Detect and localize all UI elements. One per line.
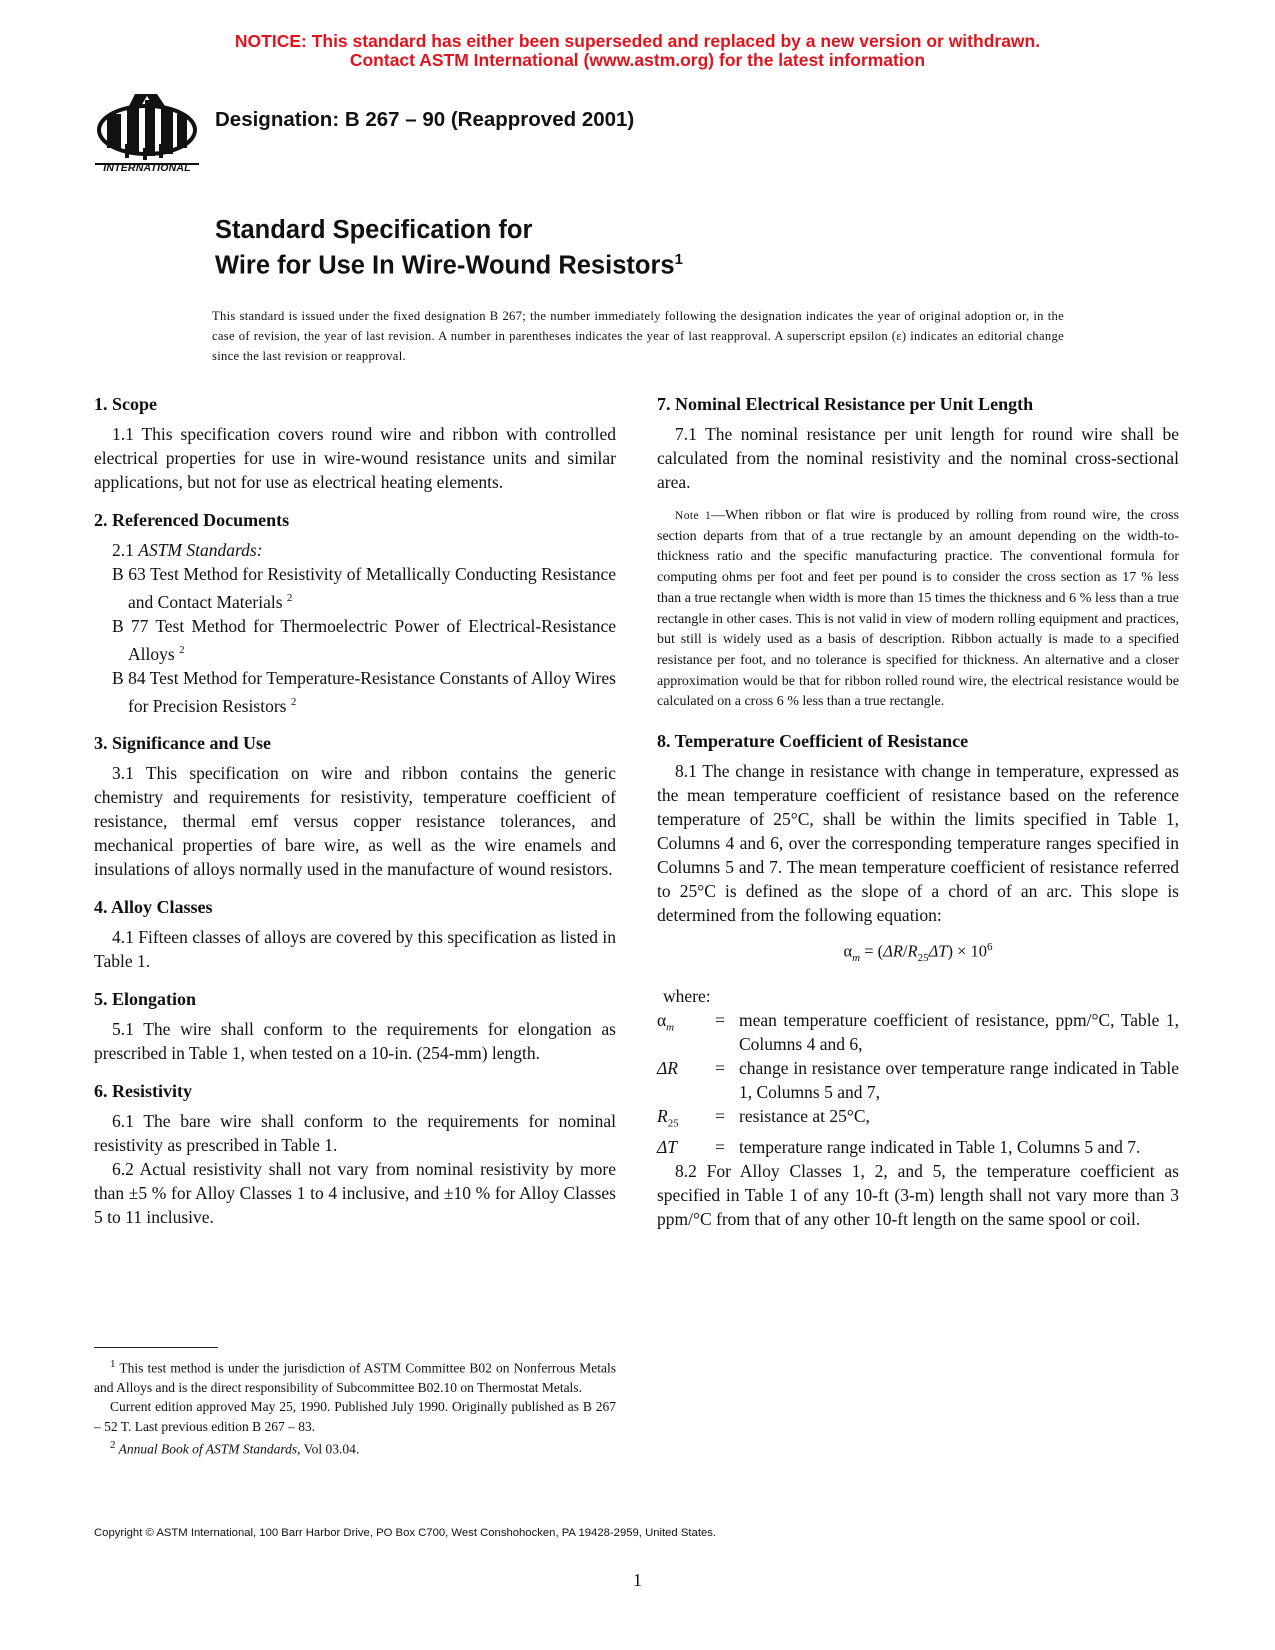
where-label: where:: [663, 985, 711, 1006]
designation: Designation: B 267 – 90 (Reapproved 2001): [215, 108, 635, 131]
symbol-sub: 25: [667, 1117, 679, 1130]
symbol-text: R: [657, 1105, 668, 1126]
note-label: Note 1: [675, 510, 712, 522]
left-column: [94, 392, 616, 1243]
title-line-1: Standard Specification for: [215, 216, 533, 244]
reference-item: [94, 666, 616, 718]
section-heading: 5. Elongation: [94, 989, 197, 1010]
eq-delta-t: ΔT: [928, 941, 948, 961]
footnote-1: [94, 1355, 616, 1397]
eq-slash: /: [902, 941, 908, 961]
title-line-2: [215, 245, 683, 281]
section-heading: 7. Nominal Electrical Resistance per Unit Length: [657, 394, 1034, 414]
page-number: 1: [633, 1570, 642, 1590]
section-referenced-documents: [94, 508, 616, 717]
reference-text: B 63 Test Method for Resistivity of Metallically Conducting Resistance and Contact Materials: [112, 564, 616, 612]
section-heading: 4. Alloy Classes: [94, 897, 213, 918]
subsection-2-1: [94, 538, 616, 562]
subsection-number: 2.1: [112, 540, 139, 560]
footnote-rule: [94, 1347, 218, 1348]
footnote-2-text: , Vol 03.04.: [297, 1441, 360, 1457]
title-line-2-text: Wire for Use In Wire-Wound Resistors: [215, 251, 675, 280]
section-alloy-classes: [94, 895, 616, 973]
paragraph-6-2: 6.2 Actual resistivity shall not vary from nominal resistivity by more than ±5 % for Alloy Classes 1 to 4 inclusive, and ±10 % for Alloy Classes 5 to 11 inclusive.: [94, 1159, 616, 1228]
reference-text: B 77 Test Method for Thermoelectric Power of Electrical-Resistance Alloys: [112, 615, 616, 664]
symbol-sub: m: [666, 1021, 675, 1034]
reference-text: B 84 Test Method for Temperature-Resistance Constants of Alloy Wires for Precision Resistors: [112, 667, 616, 716]
right-column: [657, 392, 1179, 1245]
definition-row: [657, 1008, 1179, 1056]
symbol-text: ΔR: [657, 1057, 678, 1078]
eq-alpha: α: [843, 941, 853, 961]
section-resistivity: [94, 1079, 616, 1229]
definition-symbol: [657, 1104, 715, 1136]
footnotes: [94, 1355, 616, 1459]
section-heading: 2. Referenced Documents: [94, 510, 290, 530]
note-1: [657, 506, 1179, 713]
eq-delta-r: ΔR: [883, 941, 903, 961]
eq-equals: = (: [860, 941, 884, 961]
title-footnote-mark: 1: [674, 251, 683, 268]
paragraph-3-1: 3.1 This specification on wire and ribbon contains the generic chemistry and requirements for resistivity, temperature coefficient of resistance, thermal emf versus copper resistance tolerances, and mechanical properties of bare wire, as well as the wire enamels and insulations of alloys normally used in the manufacture of wound resistors.: [94, 763, 616, 880]
paragraph-7-1: 7.1 The nominal resistance per unit length for round wire shall be calculated from the nominal resistivity and the nominal cross-sectional area.: [657, 424, 1179, 492]
section-heading: 8. Temperature Coefficient of Resistance: [657, 731, 969, 752]
definition-equals: =: [715, 1009, 725, 1030]
symbol-text: α: [657, 1009, 667, 1030]
definition-symbol: [657, 1135, 715, 1159]
reference-footnote-mark: 2: [179, 643, 185, 656]
definition-equals: =: [715, 1105, 725, 1126]
definition-text: mean temperature coefficient of resistance, ppm/°C, Table 1, Columns 4 and 6,: [739, 1009, 1179, 1054]
astm-logo: [95, 86, 199, 182]
section-scope: [94, 392, 616, 494]
notice-line-1: NOTICE: This standard has either been superseded and replaced by a new version or withdrawn.: [234, 31, 1041, 51]
copyright: Copyright © ASTM International, 100 Barr Harbor Drive, PO Box C700, West Conshohocken, PA 19428-2959, United States.: [94, 1527, 717, 1539]
eq-alpha-sub: m: [852, 951, 861, 964]
section-elongation: [94, 987, 616, 1065]
eq-times: ) × 10: [947, 941, 988, 961]
eq-exponent: 6: [987, 941, 993, 954]
definition-symbol: [657, 1056, 715, 1104]
footnote-1-mark: 1: [110, 1358, 116, 1370]
reference-item: [94, 562, 616, 614]
section-temperature-coefficient: [657, 729, 1179, 1231]
tcr-equation: [657, 941, 1179, 964]
document-title: [215, 215, 683, 281]
definition-text: temperature range indicated in Table 1, Columns 5 and 7.: [739, 1137, 1141, 1158]
footnote-1-text: This test method is under the jurisdiction of ASTM Committee B02 on Nonferrous Metals and Alloys and is the direct responsibility of Subcommittee B02.10 on Thermostat Metals.: [94, 1360, 616, 1395]
paragraph-1-1: 1.1 This specification covers round wire and ribbon with controlled electrical properties for use in wire-wound resistance units and similar applications, but not for use as electrical heating elements.: [94, 424, 616, 492]
note-text: —When ribbon or flat wire is produced by rolling from round wire, the cross section departs from that of a true rectangle by an amount depending on the width-to-thickness ratio and the specific manufacturing practice. The conventional formula for computing ohms per foot and feet per pound is to consider the cross section as 17 % less than a true rectangle when width is more than 15 times the thickness and 6 % less than a true rectangle in other cases. This is not valid in view of modern rolling equipment and practices, but still is widely used as a basis of description. Ribbon actually is made to a specified resistance per foot, and no tolerance is specified for thickness. An alternative and a closer approximation would be that for ribbon rolled round wire, the electrical resistance would be calculated on a cross 6 % less than a true rectangle.: [657, 508, 1179, 710]
paragraph-5-1: 5.1 The wire shall conform to the requirements for elongation as prescribed in Table 1, when tested on a 10-in. (254-mm) length.: [94, 1019, 616, 1064]
reference-footnote-mark: 2: [290, 695, 297, 708]
section-heading: 1. Scope: [94, 394, 157, 414]
footnote-1-edition: Current edition approved May 25, 1990. Published July 1990. Originally published as B 267 – 52 T. Last previous edition B 267 – 83.: [94, 1399, 616, 1434]
definition-row: [657, 1104, 1179, 1136]
reference-item: [94, 614, 616, 666]
symbol-text: ΔT: [657, 1137, 678, 1158]
definition-row: [657, 1056, 1179, 1104]
eq-r: R: [907, 941, 918, 961]
footnote-2-mark: 2: [110, 1439, 116, 1452]
paragraph-4-1: 4.1 Fifteen classes of alloys are covered by this specification as listed in Table 1.: [94, 927, 616, 972]
definition-text: resistance at 25°C,: [739, 1105, 870, 1126]
footnote-2: [94, 1436, 616, 1459]
footnote-2-title: Annual Book of ASTM Standards: [115, 1441, 298, 1457]
section-heading: 6. Resistivity: [94, 1081, 192, 1102]
definition-equals: =: [715, 1057, 725, 1078]
section-heading: 3. Significance and Use: [94, 733, 272, 754]
issuance-note: This standard is issued under the fixed designation B 267; the number immediately following the designation indicates the year of original adoption or, in the case of revision, the year of last revision. A number in parentheses indicates the year of last reapproval. A superscript epsilon (ε) indicates an editorial change since the last revision or reapproval.: [212, 309, 1064, 363]
withdrawal-notice: [0, 32, 1275, 70]
definition-symbol: [657, 1008, 715, 1056]
section-nominal-resistance: [657, 392, 1179, 713]
logo-text: INTERNATIONAL: [103, 162, 191, 174]
reference-footnote-mark: 2: [286, 592, 293, 604]
notice-line-2: Contact ASTM International (www.astm.org) for the latest information: [349, 50, 926, 70]
definition-row: [657, 1135, 1179, 1159]
paragraph-6-1: 6.1 The bare wire shall conform to the requirements for nominal resistivity as prescribed in Table 1.: [94, 1111, 616, 1156]
eq-r-sub: 25: [917, 951, 929, 964]
definition-text: change in resistance over temperature range indicated in Table 1, Columns 5 and 7,: [739, 1057, 1179, 1102]
definition-equals: =: [715, 1137, 725, 1158]
paragraph-8-1: 8.1 The change in resistance with change in temperature, expressed as the mean temperature coefficient of resistance based on the reference temperature of 25°C, shall be within the limits specified in Table 1, Columns 4 and 6, over the corresponding temperature ranges specified in Columns 5 and 7. The mean temperature coefficient of resistance referred to 25°C is defined as the slope of a chord of an arc. This slope is determined from the following equation:: [657, 761, 1179, 926]
subsection-title: ASTM Standards:: [138, 540, 263, 560]
section-significance: [94, 731, 616, 881]
paragraph-8-2: 8.2 For Alloy Classes 1, 2, and 5, the temperature coefficient as specified in Table 1 of any 10-ft (3-m) length shall not vary more than 3 ppm/°C from that of any other 10-ft length on the same spool or coil.: [657, 1161, 1179, 1230]
